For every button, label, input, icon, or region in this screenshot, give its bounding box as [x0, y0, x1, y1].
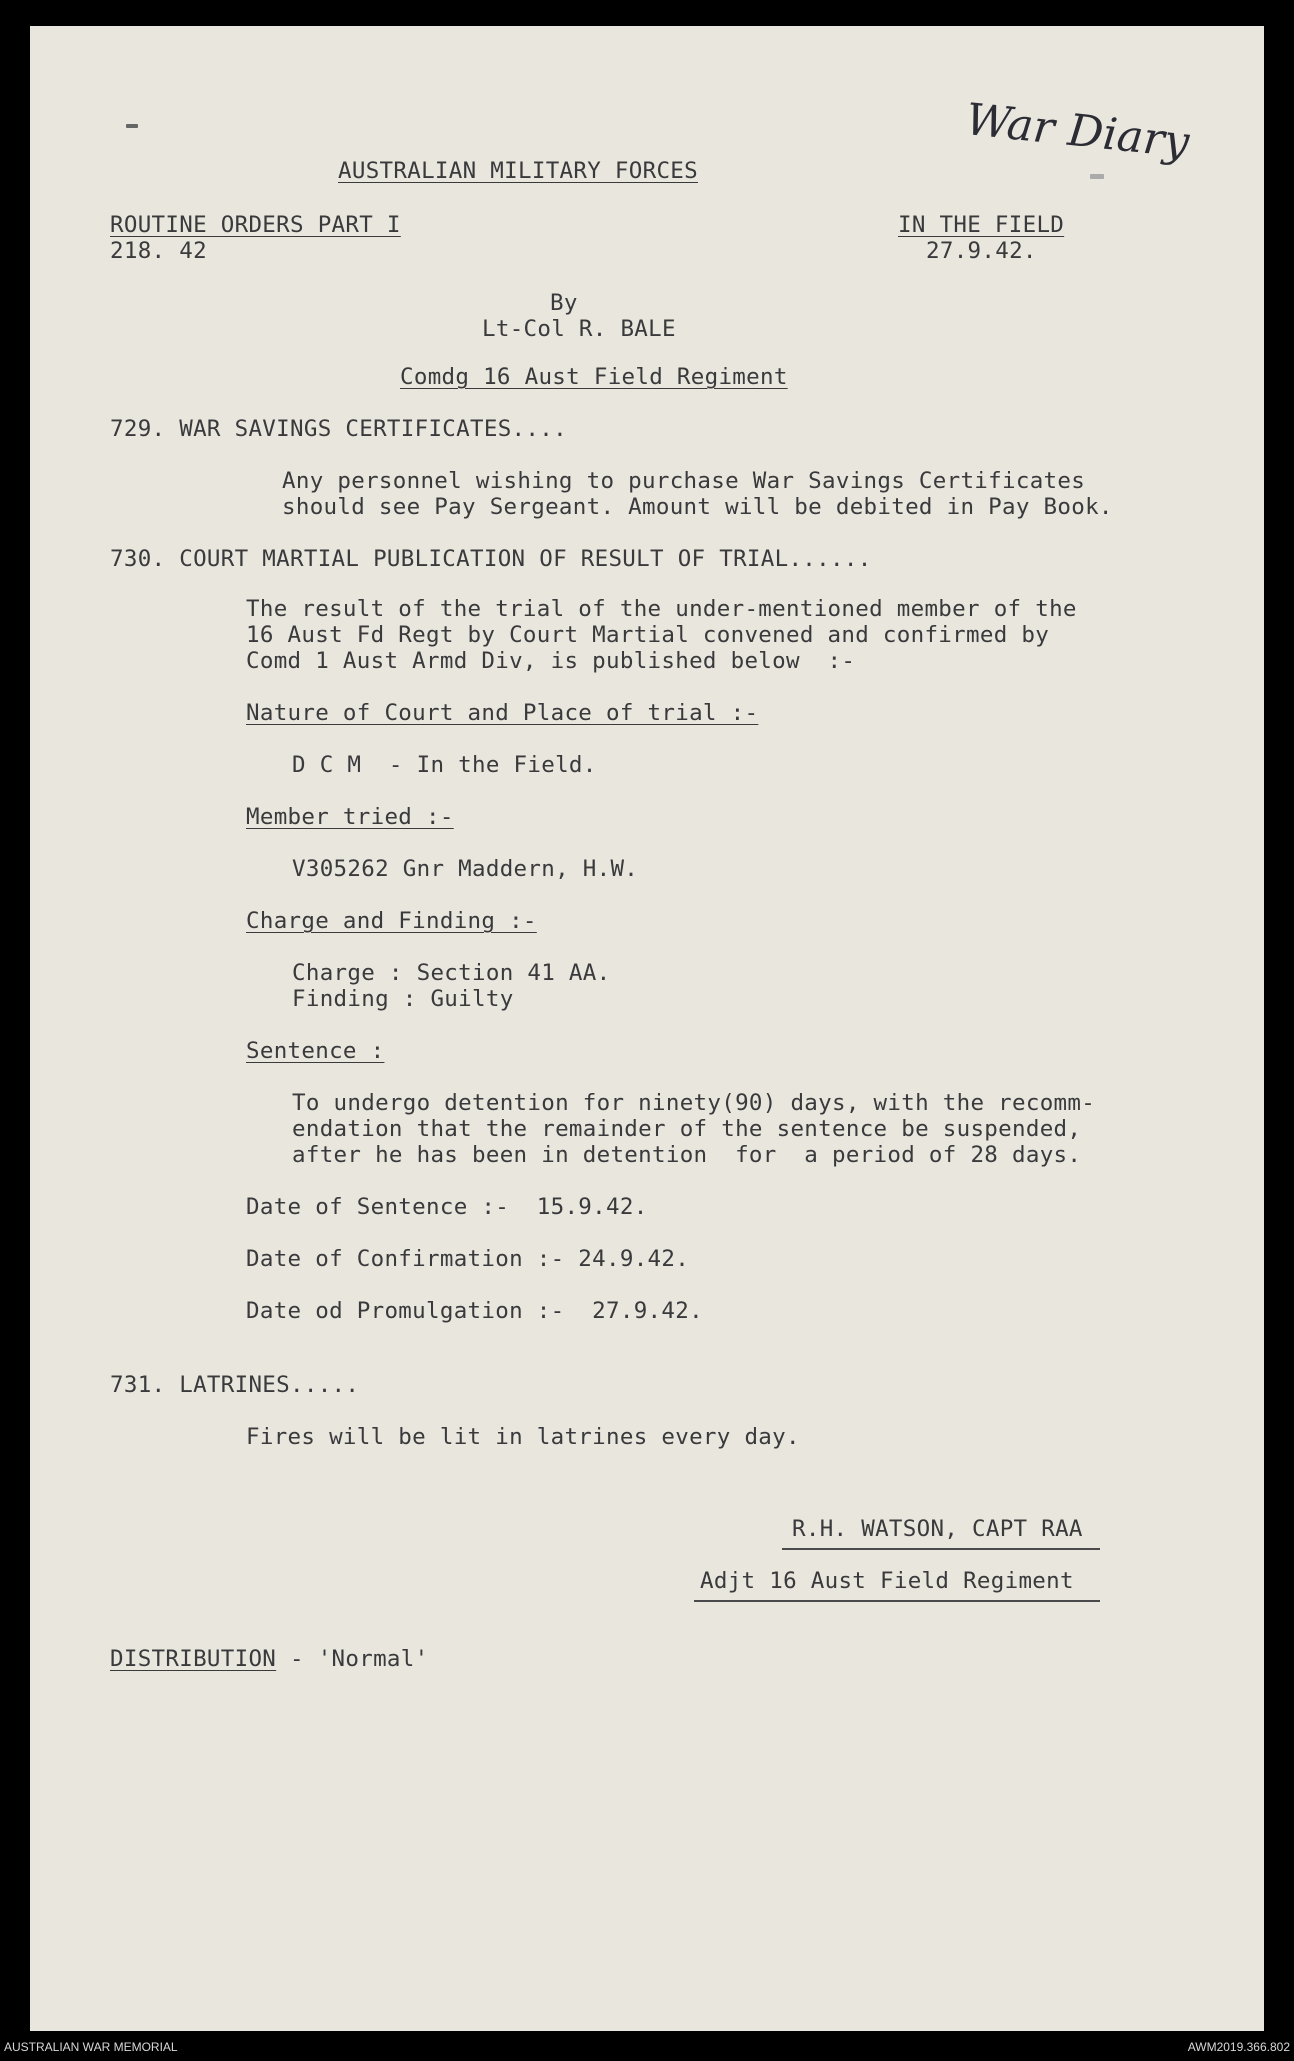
- issuer-by: By: [550, 290, 578, 316]
- finding-value: Finding : Guilty: [292, 986, 514, 1012]
- ink-speck: [1090, 174, 1104, 179]
- handwritten-annotation: War Diary: [963, 94, 1192, 169]
- item-729-text: Any personnel wishing to purchase War Savings Certificates: [282, 468, 1086, 494]
- item-730-heading: 730. COURT MARTIAL PUBLICATION OF RESULT OF TRIAL......: [110, 546, 872, 572]
- sentence-text: after he has been in detention for a period of 28 days.: [292, 1142, 1082, 1168]
- signature-rule: [782, 1548, 1100, 1550]
- charge-label: Charge and Finding :-: [246, 908, 537, 934]
- orders-title: ROUTINE ORDERS PART I: [110, 212, 401, 238]
- charge-value: Charge : Section 41 AA.: [292, 960, 611, 986]
- footer-reference: AWM2019.366.802: [1187, 2040, 1290, 2054]
- date-of-promulgation: Date od Promulgation :- 27.9.42.: [246, 1298, 703, 1324]
- item-731-heading: 731. LATRINES.....: [110, 1372, 360, 1398]
- item-729-heading: 729. WAR SAVINGS CERTIFICATES....: [110, 416, 567, 442]
- sentence-label: Sentence :: [246, 1038, 385, 1064]
- orders-number: 218. 42: [110, 238, 207, 264]
- item-730-intro: 16 Aust Fd Regt by Court Martial convened and confirmed by: [246, 622, 1050, 648]
- date-of-confirmation: Date of Confirmation :- 24.9.42.: [246, 1246, 690, 1272]
- document-page: [30, 26, 1264, 2031]
- distribution-value: - 'Normal': [276, 1646, 429, 1672]
- orders-date: 27.9.42.: [926, 238, 1037, 264]
- issuer-name: Lt-Col R. BALE: [482, 316, 676, 342]
- ink-speck: [126, 124, 138, 128]
- member-label: Member tried :-: [246, 804, 454, 830]
- sentence-text: To undergo detention for ninety(90) days, with the recomm-: [292, 1090, 1096, 1116]
- item-729-text: should see Pay Sergeant. Amount will be debited in Pay Book.: [282, 494, 1113, 520]
- item-731-text: Fires will be lit in latrines every day.: [246, 1424, 800, 1450]
- document-title: AUSTRALIAN MILITARY FORCES: [338, 158, 698, 184]
- distribution: [110, 1646, 428, 1673]
- location: IN THE FIELD: [898, 212, 1065, 238]
- signature-title: Adjt 16 Aust Field Regiment: [700, 1568, 1074, 1594]
- item-730-intro: The result of the trial of the under-mentioned member of the: [246, 596, 1077, 622]
- issuer-command: Comdg 16 Aust Field Regiment: [400, 364, 788, 390]
- signature-name: R.H. WATSON, CAPT RAA: [792, 1516, 1083, 1542]
- signature-rule: [694, 1600, 1100, 1602]
- distribution-label: DISTRIBUTION: [110, 1646, 277, 1672]
- item-730-intro: Comd 1 Aust Armd Div, is published below :-: [246, 648, 856, 674]
- sentence-text: endation that the remainder of the sentence be suspended,: [292, 1116, 1082, 1142]
- member-value: V305262 Gnr Maddern, H.W.: [292, 856, 639, 882]
- nature-label: Nature of Court and Place of trial :-: [246, 700, 759, 726]
- date-of-sentence: Date of Sentence :- 15.9.42.: [246, 1194, 648, 1220]
- footer-institution: AUSTRALIAN WAR MEMORIAL: [4, 2040, 178, 2054]
- nature-value: D C M - In the Field.: [292, 752, 597, 778]
- archive-footer: [0, 2031, 1294, 2061]
